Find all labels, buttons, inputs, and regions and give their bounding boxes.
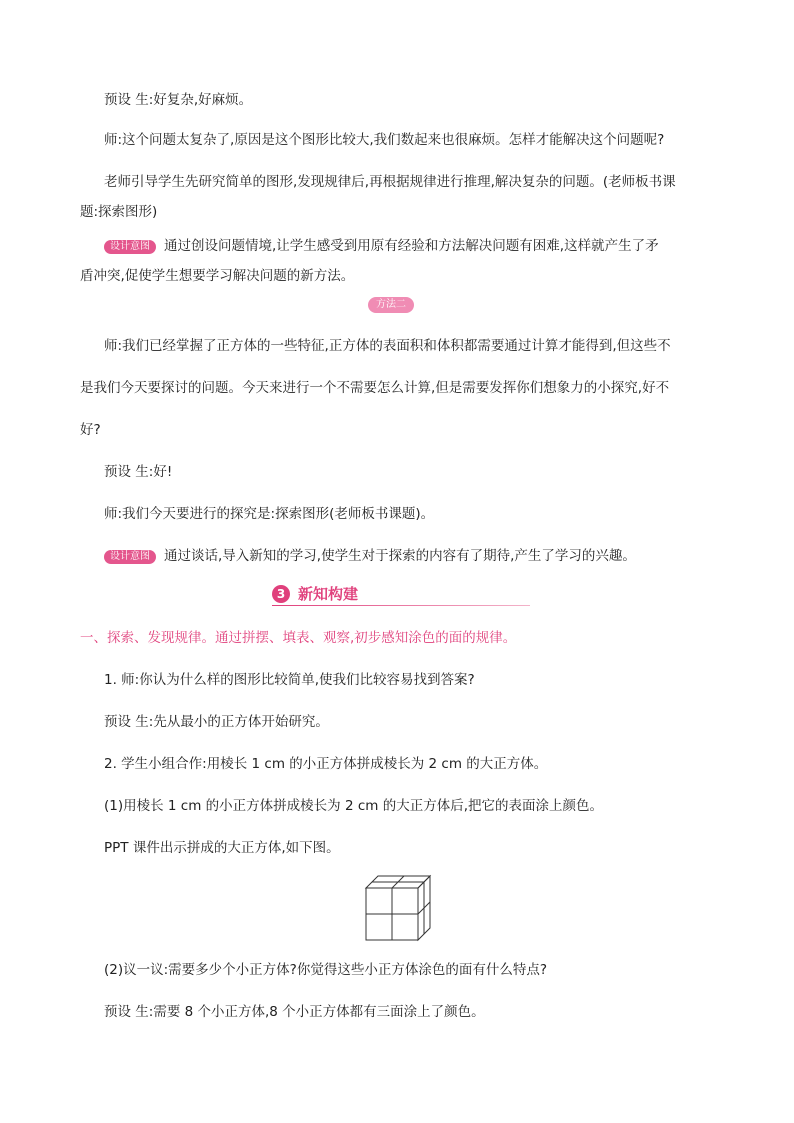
question-2-part-2: (2)议一议:需要多少个小正方体?你觉得这些小正方体涂色的面有什么特点? bbox=[104, 962, 548, 978]
preset-answer-3: 预设 生:先从最小的正方体开始研究。 bbox=[104, 714, 329, 730]
question-2-part-1: (1)用棱长 1 cm 的小正方体拼成棱长为 2 cm 的大正方体后,把它的表面涂上颜色。 bbox=[104, 798, 603, 814]
section-number: 3 bbox=[272, 585, 290, 603]
design-intent-text-a: 通过创设问题情境,让学生感受到用原有经验和方法解决问题有困难,这样就产生了矛 bbox=[164, 238, 659, 254]
design-intent-text-b: 盾冲突,促使学生想要学习解决问题的新方法。 bbox=[80, 268, 355, 284]
subheading-explore: 一、探索、发现规律。通过拼摆、填表、观察,初步感知涂色的面的规律。 bbox=[80, 630, 517, 646]
preset-answer-1: 预设 生:好复杂,好麻烦。 bbox=[104, 92, 253, 108]
design-intent-badge: 设计意图 bbox=[104, 240, 156, 254]
teacher-line-3: 师:我们今天要进行的探究是:探索图形(老师板书课题)。 bbox=[104, 506, 435, 522]
teacher-guide-line-a: 老师引导学生先研究简单的图形,发现规律后,再根据规律进行推理,解决复杂的问题。(老师板书课 bbox=[104, 174, 676, 190]
question-2: 2. 学生小组合作:用棱长 1 cm 的小正方体拼成棱长为 2 cm 的大正方体。 bbox=[104, 756, 548, 772]
preset-answer-2: 预设 生:好! bbox=[104, 464, 173, 480]
teacher-line-2a: 师:我们已经掌握了正方体的一些特征,正方体的表面积和体积都需要通过计算才能得到,但这些不 bbox=[104, 338, 671, 354]
section-underline bbox=[272, 605, 530, 606]
question-1: 1. 师:你认为什么样的图形比较简单,使我们比较容易找到答案? bbox=[104, 672, 475, 688]
method-two-badge: 方法二 bbox=[368, 297, 414, 313]
teacher-line-2b: 是我们今天要探讨的问题。今天来进行一个不需要怎么计算,但是需要发挥你们想象力的小探究,好不 bbox=[80, 380, 670, 396]
design-intent-2 bbox=[104, 546, 636, 566]
cube-figure bbox=[364, 874, 434, 944]
section-heading bbox=[272, 582, 532, 608]
preset-answer-4: 预设 生:需要 8 个小正方体,8 个小正方体都有三面涂上了颜色。 bbox=[104, 1004, 485, 1020]
teacher-guide-line-b: 题:探索图形) bbox=[80, 204, 158, 220]
teacher-line-2c: 好? bbox=[80, 422, 101, 438]
design-intent-1 bbox=[104, 236, 659, 256]
section-title: 新知构建 bbox=[298, 585, 359, 603]
teacher-line-1: 师:这个问题太复杂了,原因是这个图形比较大,我们数起来也很麻烦。怎样才能解决这个问题呢? bbox=[104, 132, 665, 148]
design-intent-text-2: 通过谈话,导入新知的学习,使学生对于探索的内容有了期待,产生了学习的兴趣。 bbox=[164, 548, 636, 564]
ppt-note: PPT 课件出示拼成的大正方体,如下图。 bbox=[104, 840, 340, 856]
design-intent-badge: 设计意图 bbox=[104, 550, 156, 564]
